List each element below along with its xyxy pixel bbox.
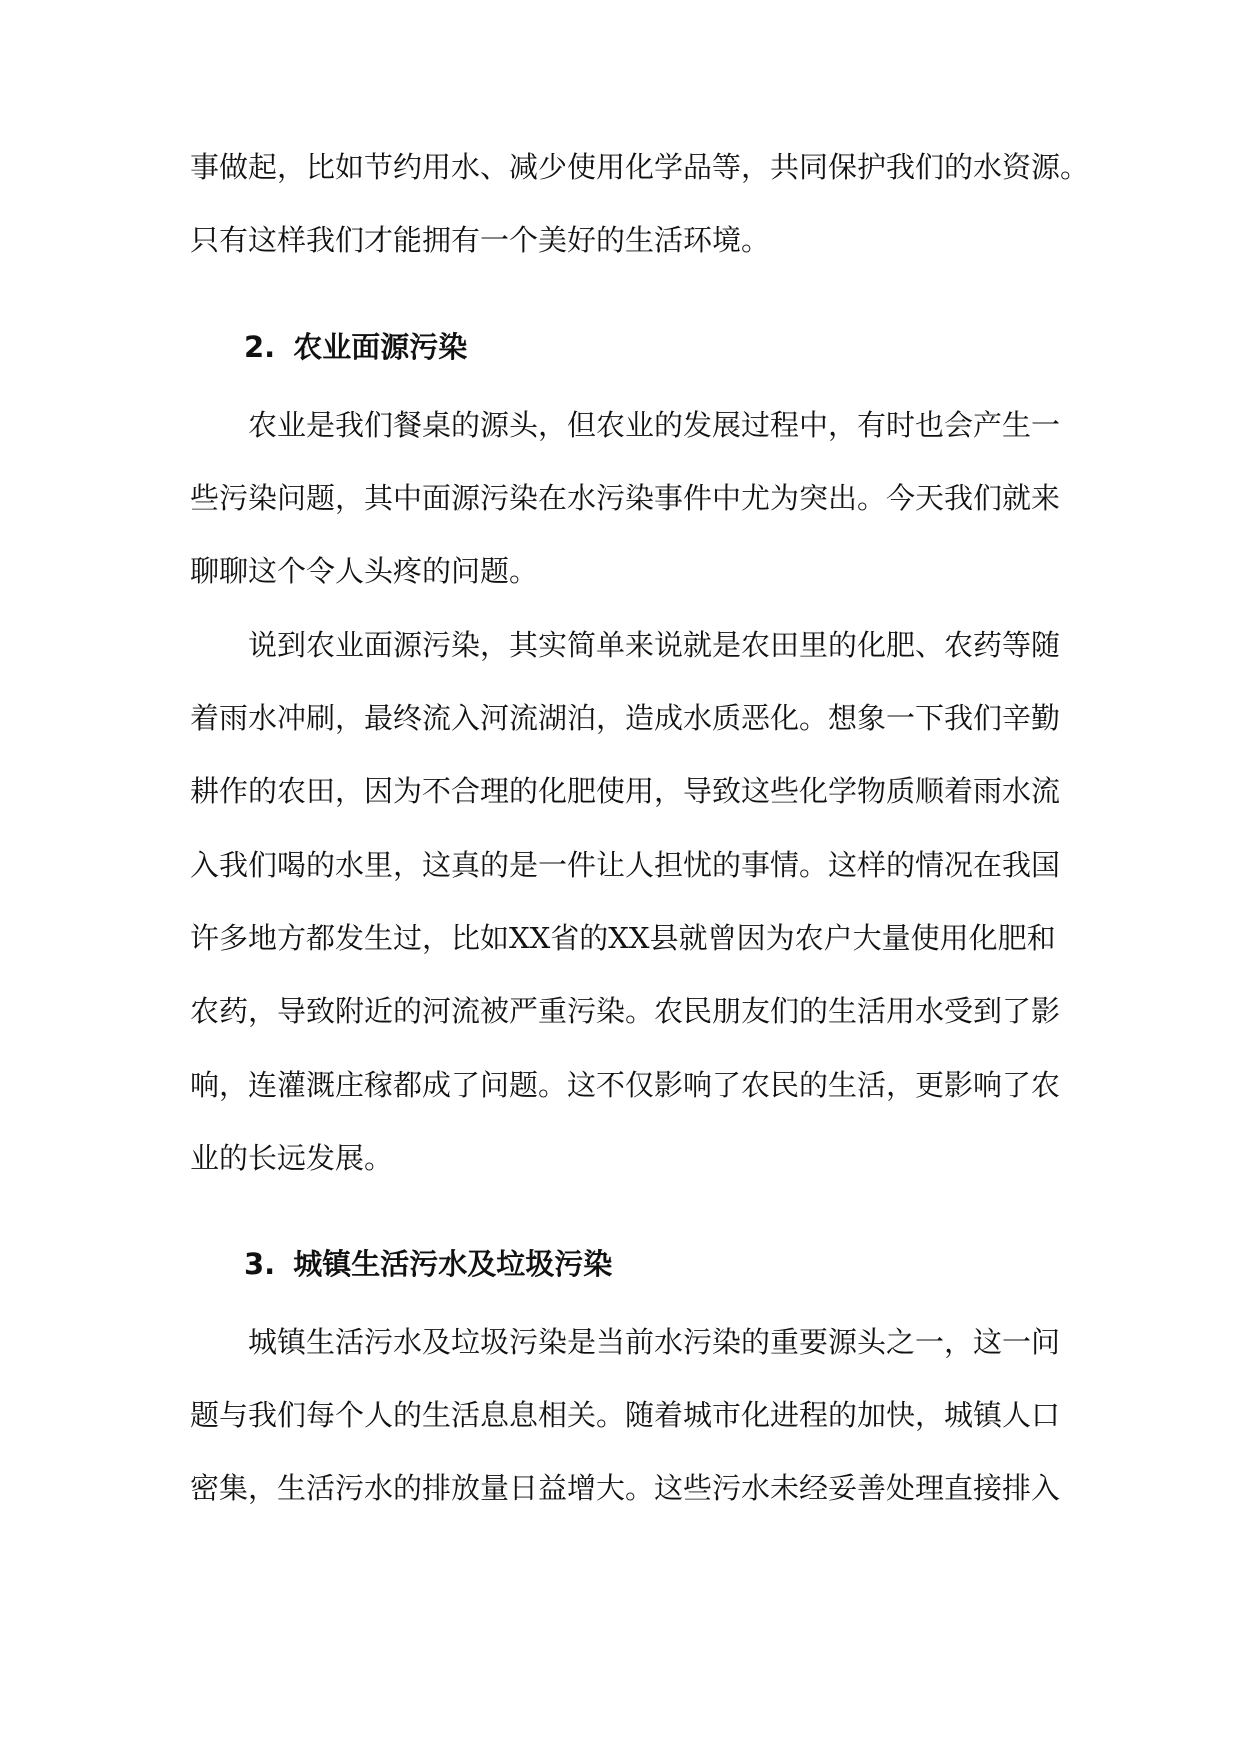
s2-p2-line-7: 响，连灌溉庄稼都成了问题。这不仅影响了农民的生活，更影响了农 (190, 1068, 1061, 1102)
section-2-heading (244, 327, 467, 367)
section-3-number: 3. (244, 1247, 276, 1281)
section-2-title: 农业面源污染 (293, 330, 468, 364)
s2-p2-line-4: 入我们喝的水里，这真的是一件让人担忧的事情。这样的情况在我国 (190, 848, 1061, 882)
s2-p2-line-3: 耕作的农田，因为不合理的化肥使用，导致这些化学物质顺着雨水流 (190, 774, 1061, 808)
section-3-heading (244, 1244, 612, 1284)
s3-p1-line-2: 题与我们每个人的生活息息相关。随着城市化进程的加快，城镇人口 (190, 1398, 1061, 1432)
section-3-title: 城镇生活污水及垃圾污染 (293, 1247, 613, 1281)
s2-p1-line-1: 农业是我们餐桌的源头，但农业的发展过程中，有时也会产生一 (248, 408, 1061, 442)
s2-p2-line-1: 说到农业面源污染，其实简单来说就是农田里的化肥、农药等随 (248, 628, 1061, 662)
s2-p2-line-6: 农药，导致附近的河流被严重污染。农民朋友们的生活用水受到了影 (190, 994, 1061, 1028)
continuation-line-2: 只有这样我们才能拥有一个美好的生活环境。 (190, 223, 771, 257)
s2-p2-line-2: 着雨水冲刷，最终流入河流湖泊，造成水质恶化。想象一下我们辛勤 (190, 701, 1061, 735)
s2-p1-line-3: 聊聊这个令人头疼的问题。 (190, 554, 539, 588)
section-2-number: 2. (244, 330, 276, 364)
s3-p1-line-3: 密集，生活污水的排放量日益增大。这些污水未经妥善处理直接排入 (190, 1471, 1061, 1505)
s2-p2-line-8: 业的长远发展。 (190, 1141, 394, 1175)
s3-p1-line-1: 城镇生活污水及垃圾污染是当前水污染的重要源头之一，这一问 (248, 1325, 1061, 1359)
continuation-line-1: 事做起，比如节约用水、减少使用化学品等，共同保护我们的水资源。 (190, 150, 1090, 184)
s2-p1-line-2: 些污染问题，其中面源污染在水污染事件中尤为突出。今天我们就来 (190, 481, 1061, 515)
s2-p2-line-5: 许多地方都发生过，比如XX省的XX县就曾因为农户大量使用化肥和 (190, 921, 1056, 955)
